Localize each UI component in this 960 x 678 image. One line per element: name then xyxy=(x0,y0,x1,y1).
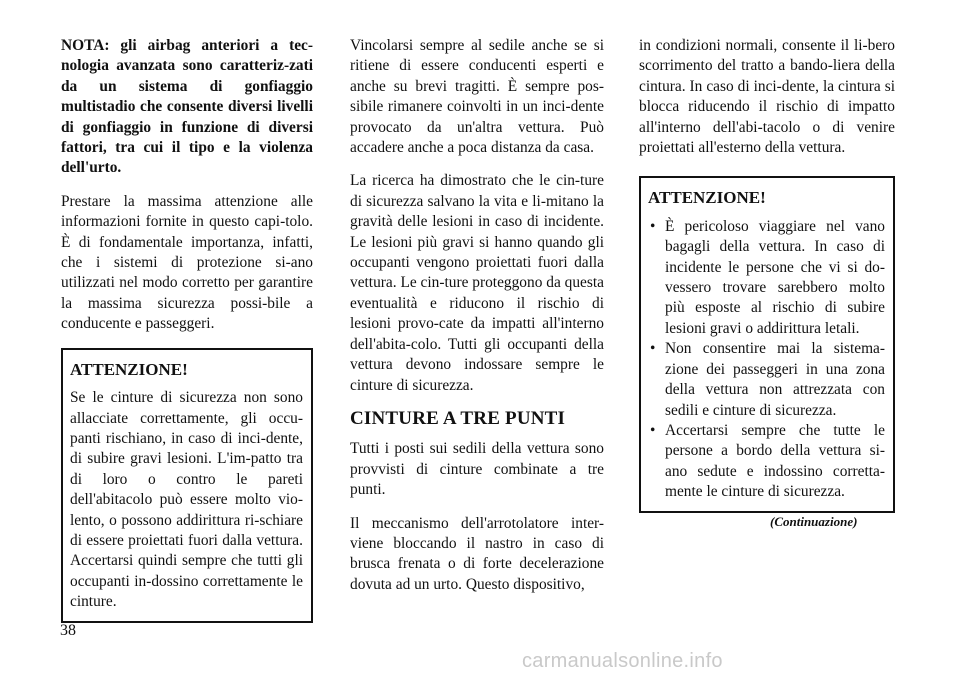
paragraph-continued: in condizioni normali, consente il li-bero scorrimento del tratto a bando-liera della cintura. In caso di inci-dente, la cintura si blocca riducendo il rischio di impatto all'interno dell'abi-tacolo o di venire proiettati all'esterno della vettura. xyxy=(639,37,895,157)
warning-bullet: • Non consentire mai la sistema-zione dei passeggeri in una zona della vettura non attrezzata con sedili e cinture di sicurezza. xyxy=(648,339,885,421)
warning-bullet: • È pericoloso viaggiare nel vano bagagli della vettura. In caso di incidente le persone che vi si do-vessero trovare sarebbero molto più esposte al rischio di subire lesioni gravi o addirittura letali. xyxy=(648,217,885,339)
left-column xyxy=(61,36,313,623)
paragraph-1: Vincolarsi sempre al sedile anche se si ritiene di essere conducenti esperti e anche su brevi tragitti. È sempre pos-sibile rimanere coinvolti in un inci-dente provocato da un'altra vettura. Può accadere anche a poca distanza da casa. xyxy=(350,37,604,157)
warning-bullet: • Accertarsi sempre che tutte le persone a bordo della vettura si-ano sedute e indossino corretta-mente le cinture di sicurezza. xyxy=(648,421,885,503)
warning-box-2 xyxy=(639,176,895,512)
warning-title-2: ATTENZIONE! xyxy=(648,188,766,208)
right-column xyxy=(639,36,895,513)
middle-column xyxy=(350,36,604,608)
paragraph-3: Tutti i posti sui sedili della vettura sono provvisti di cinture combinate a tre punti. xyxy=(350,440,604,499)
warning-box-1 xyxy=(61,348,313,623)
watermark: carmanualsonline.info xyxy=(522,650,723,672)
section-heading: CINTURE A TRE PUNTI xyxy=(350,407,566,429)
page-number: 38 xyxy=(60,622,76,639)
warning-text: Se le cinture di sicurezza non sono allacciate correttamente, gli occu-panti rischiano, in caso di inci-dente, di subire gravi lesioni. L'im-patto tra di loro o contro le pareti dell'abitacolo può essere molto vio-lento, o possono addirittura ri-schiare di essere proiettati fuori dalla vettura. Accertarsi quindi sempre che tutti gli occupanti in-dossino correttamente le cinture. xyxy=(70,389,303,611)
nota-paragraph: NOTA: gli airbag anteriori a tec-nologia avanzata sono caratteriz-zati da un sistema di gonfiaggio multistadio che consente diversi livelli di gonfiaggio in funzione di diversi fattori, tra cui il tipo e la violenza dell'urto. xyxy=(61,37,313,177)
continuation-label: (Continuazione) xyxy=(770,514,858,529)
paragraph-2: La ricerca ha dimostrato che le cin-ture di sicurezza salvano la vita e li-mitano la gravità delle lesioni in caso di incidente. Le lesioni più gravi si hanno quando gli occupanti vengono proiettati fuori dalla vettura. Le cin-ture proteggono da questa eventualità e riducono il rischio di lesioni provo-cate da impatti all'interno dell'abita-colo. Tutti gli occupanti della vettura devono indossare sempre le cinture di sicurezza. xyxy=(350,172,604,394)
warning-title: ATTENZIONE! xyxy=(70,359,188,379)
intro-paragraph: Prestare la massima attenzione alle informazioni fornite in questo capi-tolo. È di fondamentale importanza, infatti, che i sistemi di protezione si-ano utilizzati nel modo corretto per garantire la massima sicurezza possi-bile a conducente e passeggeri. xyxy=(61,192,313,333)
paragraph-4: Il meccanismo dell'arrotolatore inter-viene bloccando il nastro in caso di brusca frenata o di forte decelerazione dovuta ad un urto. Questo dispositivo, xyxy=(350,514,604,593)
warning-list xyxy=(648,217,885,503)
